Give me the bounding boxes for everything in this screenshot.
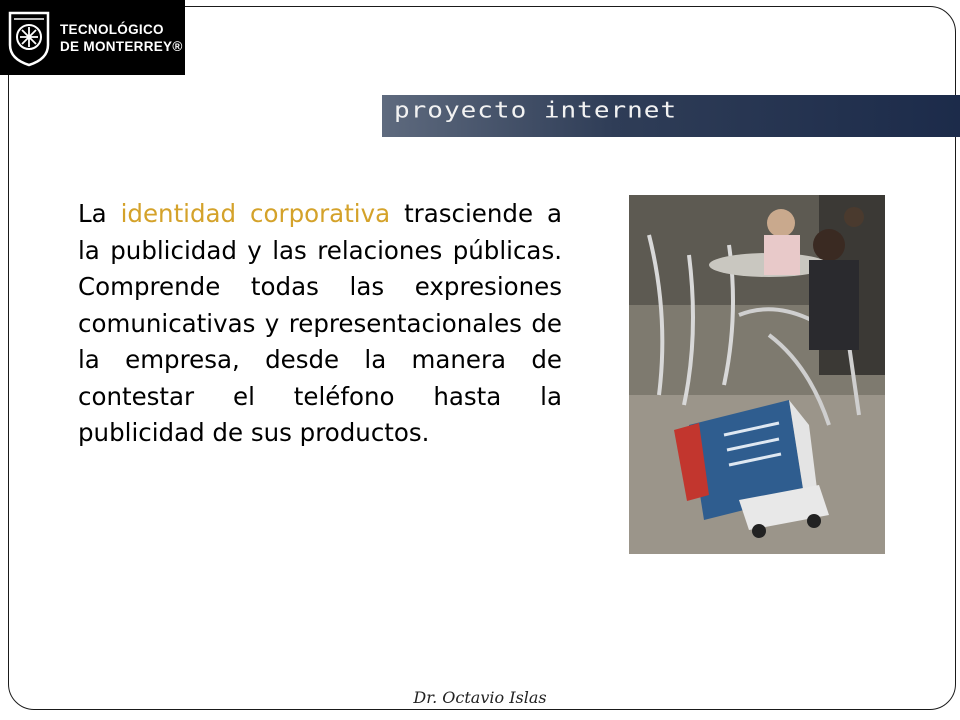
- institution-logo: [0, 0, 185, 75]
- body-paragraph: [78, 196, 562, 452]
- photo-illustration: [629, 195, 885, 554]
- seal-icon: [6, 7, 52, 67]
- header-banner: [382, 95, 960, 137]
- author-signature: Dr. Octavio Islas: [413, 688, 547, 707]
- logo-text-line1: TECNOLÓGICO: [60, 22, 164, 37]
- banner-title: proyecto internet: [394, 98, 678, 124]
- paragraph-rest: trasciende a la publicidad y las relaciones públicas. Comprende todas las expresiones comunicativas y representacionales de la empresa, desde la manera de contestar el teléfono hasta la publicidad de sus productos.: [78, 199, 562, 447]
- cafe-photo: [629, 195, 885, 554]
- paragraph-start-word: La: [78, 199, 107, 228]
- logo-text-line2: DE MONTERREY®: [60, 39, 183, 54]
- highlighted-term: identidad corporativa: [120, 199, 391, 228]
